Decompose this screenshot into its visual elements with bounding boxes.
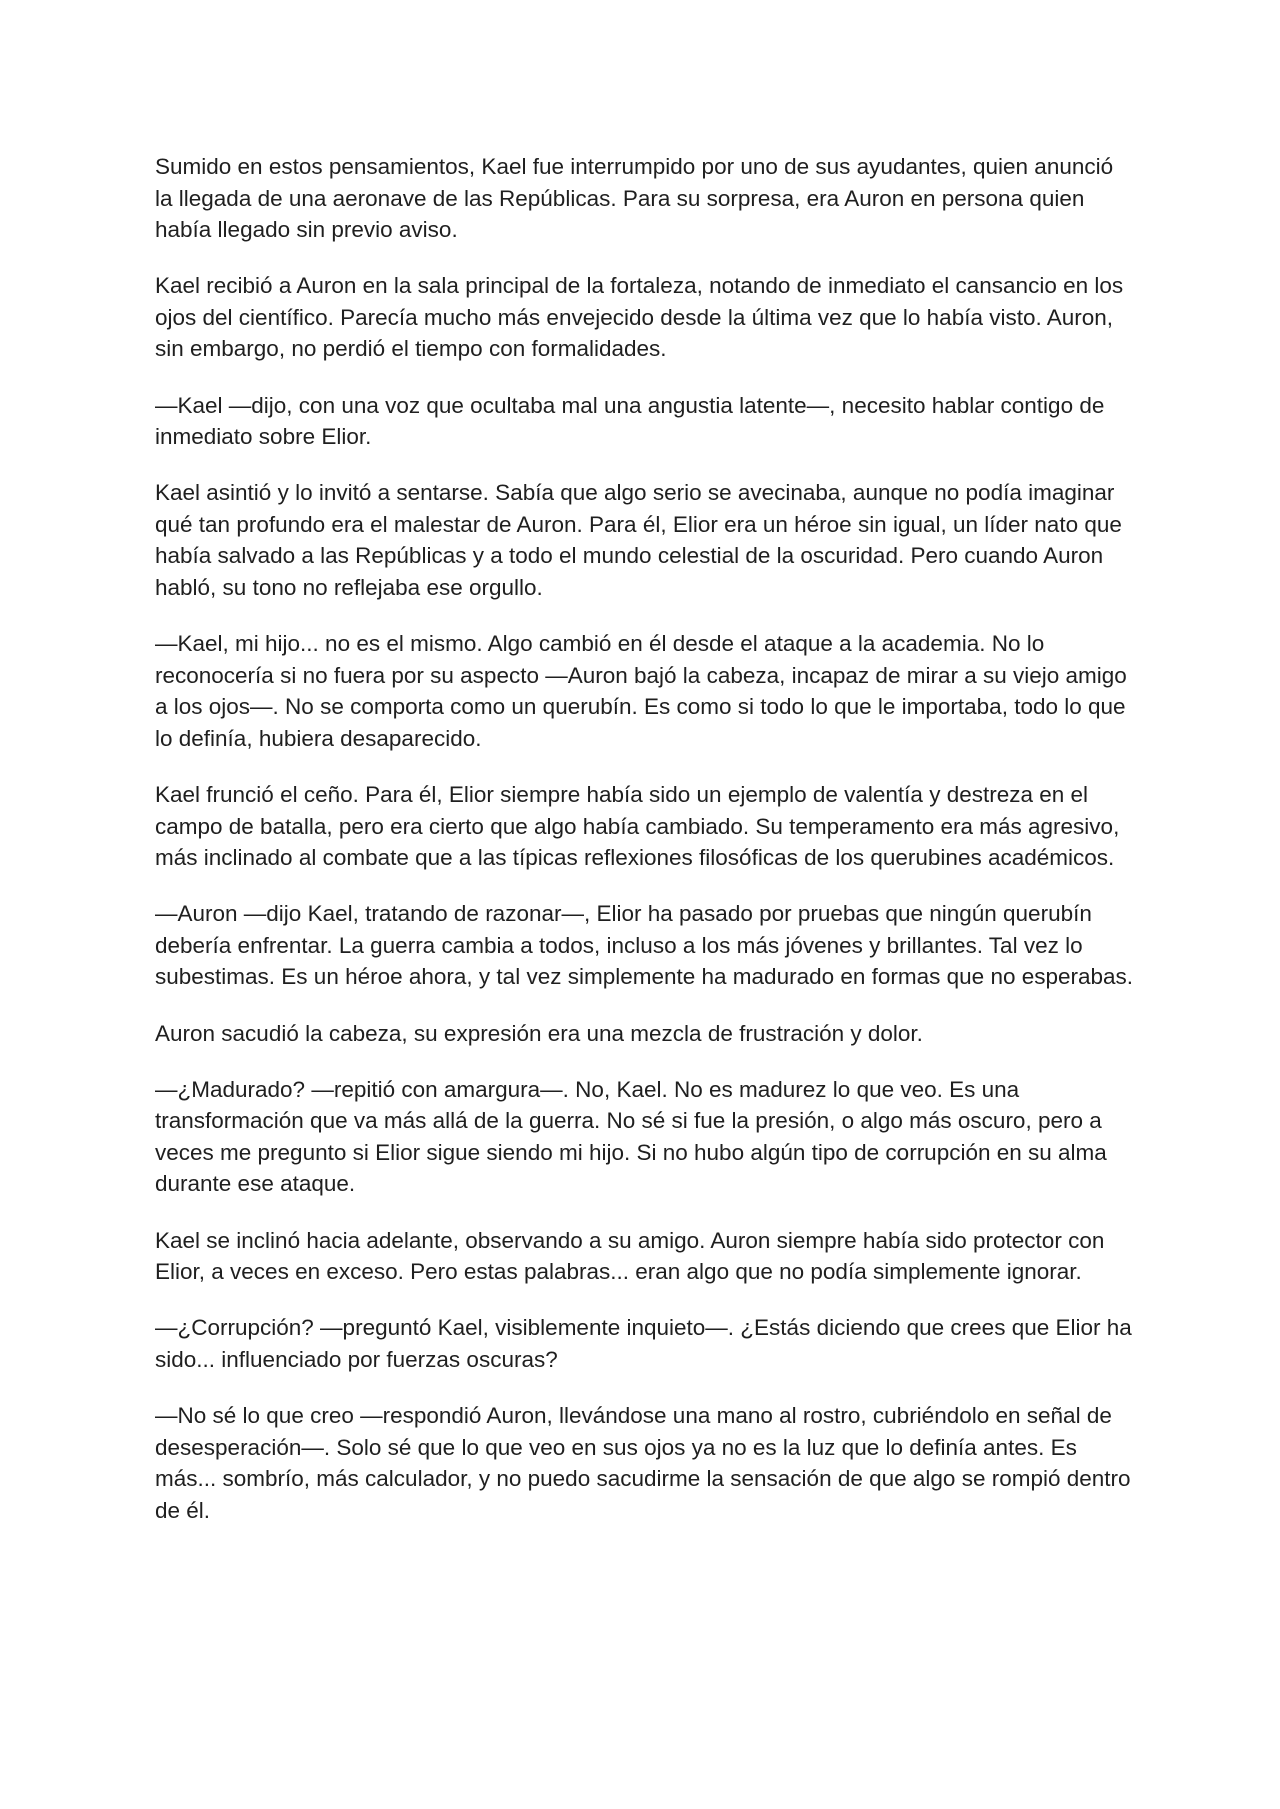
paragraph-6: Kael frunció el ceño. Para él, Elior siempre había sido un ejemplo de valentía y destreza en el campo de batalla, pero era cierto que algo había cambiado. Su temperamento era más agresivo, más inclinado al combate que a las típicas reflexiones filosóficas de los querubines académicos. — [155, 782, 1120, 871]
paragraph-11: —¿Corrupción? —preguntó Kael, visiblemente inquieto—. ¿Estás diciendo que crees que Elior ha sido... influenciado por fuerzas oscuras? — [155, 1315, 1132, 1372]
paragraph-12: —No sé lo que creo —respondió Auron, llevándose una mano al rostro, cubriéndolo en señal de desesperación—. Solo sé que lo que veo en sus ojos ya no es la luz que lo definía antes. Es más... sombrío, más calculador, y no puedo sacudirme la sensación de que algo se rompió dentro de él. — [155, 1402, 1131, 1523]
document-page — [155, 151, 1135, 1551]
paragraph-2: Kael recibió a Auron en la sala principal de la fortaleza, notando de inmediato el cansancio en los ojos del científico. Parecía mucho más envejecido desde la última vez que lo había visto. Auron, sin embargo, no perdió el tiempo con formalidades. — [155, 273, 1124, 362]
paragraph-9: —¿Madurado? —repitió con amargura—. No, Kael. No es madurez lo que veo. Es una transformación que va más allá de la guerra. No sé si fue la presión, o algo más oscuro, pero a veces me pregunto si Elior sigue siendo mi hijo. Si no hubo algún tipo de corrupción en su alma durante ese ataque. — [155, 1076, 1107, 1197]
paragraph-8: Auron sacudió la cabeza, su expresión era una mezcla de frustración y dolor. — [155, 1020, 923, 1046]
paragraph-1: Sumido en estos pensamientos, Kael fue interrumpido por uno de sus ayudantes, quien anunció la llegada de una aeronave de las Repúblicas. Para su sorpresa, era Auron en persona quien había llegado sin previo aviso. — [155, 154, 1114, 243]
paragraph-10: Kael se inclinó hacia adelante, observando a su amigo. Auron siempre había sido protector con Elior, a veces en exceso. Pero estas palabras... eran algo que no podía simplemente ignorar. — [155, 1227, 1105, 1285]
paragraph-7: —Auron —dijo Kael, tratando de razonar—, Elior ha pasado por pruebas que ningún querubín debería enfrentar. La guerra cambia a todos, incluso a los más jóvenes y brillantes. Tal vez lo subestimas. Es un héroe ahora, y tal vez simplemente ha madurado en formas que no esperabas. — [155, 901, 1134, 990]
paragraph-3: —Kael —dijo, con una voz que ocultaba mal una angustia latente—, necesito hablar contigo de inmediato sobre Elior. — [155, 392, 1105, 450]
paragraph-5: —Kael, mi hijo... no es el mismo. Algo cambió en él desde el ataque a la academia. No lo reconocería si no fuera por su aspecto —Auron bajó la cabeza, incapaz de mirar a su viejo amigo a los ojos—. No se comporta como un querubín. Es como si todo lo que le importaba, todo lo que lo definía, hubiera desaparecido. — [155, 631, 1127, 751]
paragraph-4: Kael asintió y lo invitó a sentarse. Sabía que algo serio se avecinaba, aunque no podía imaginar qué tan profundo era el malestar de Auron. Para él, Elior era un héroe sin igual, un líder nato que había salvado a las Repúblicas y a todo el mundo celestial de la oscuridad. Pero cuando Auron habló, su tono no reflejaba ese orgullo. — [155, 480, 1122, 601]
